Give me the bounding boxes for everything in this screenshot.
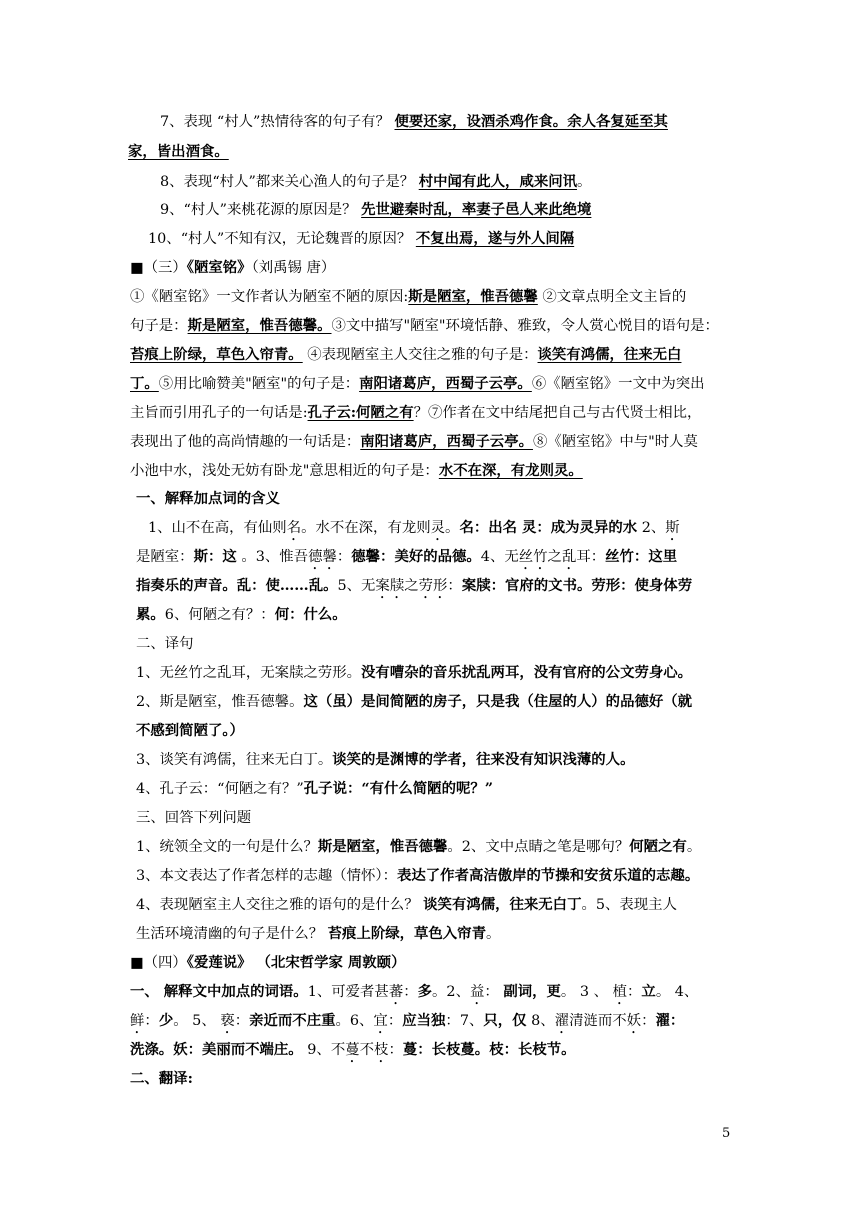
text-line [136,576,692,602]
text-segment: 10、“村人”不知有汉，无论魏晋的原因？ [148,231,416,247]
text-line [148,518,680,544]
text-segment: ⑤用比喻赞美"陋室"的句子是： [158,376,360,392]
bold-answer: 一、解释加点词的含义 [136,490,280,507]
bold-answer: 苔痕上阶绿，草色入帘青 [327,925,486,942]
text-segment: 主旨而引用孔子的一句话是: [130,405,308,421]
bold-answer: 谈笑有鸿儒，往来无白丁 [423,896,582,913]
text-segment: ： [403,984,418,1000]
text-line [130,1040,576,1066]
text-segment: ⑧《陋室铭》中与"时人莫 [532,434,698,450]
text-line [148,229,574,249]
bold-answer: 《爱莲说》 （北宋哲学家 周敦颐） [186,954,406,971]
bold-answer: 立 [641,983,656,1000]
text-segment: 。2、文中点睛之笔是哪句？ [447,839,630,855]
bold-answer: 《陋室铭》 [186,259,252,276]
text-segment: 小池中水，浅处无妨有卧龙"意思相近的句子是： [130,463,439,479]
text-line [136,605,347,625]
text-segment: 4、表现陋室主人交往之雅的语句的是什么？ [136,897,424,913]
text-segment: 。 4、 [655,984,699,1000]
text-line [130,287,686,307]
underlined-answer: 先世避秦时乱，率妻子邑人来此绝境 [361,201,592,218]
text-segment: 9、“村人”来桃花源的原因是？ [160,202,362,218]
underlined-answer: 便要还家，设酒杀鸡作食。余人各复延至其 [394,113,668,130]
underlined-answer: 不复出焉，遂与外人间隔 [415,230,575,247]
text-segment: 之 [404,578,419,594]
bold-answer: 何陋之有 [629,838,687,855]
dotted-keyword: 灵 [430,520,446,536]
text-segment: 8、 [526,1013,555,1029]
text-segment: 。5、表现主人 [581,897,677,913]
text-segment: ： [447,578,462,594]
text-segment: 4、无 [480,549,519,565]
text-segment: ■（四） [130,955,187,971]
text-segment: ■（三） [130,260,187,276]
text-segment: 1、无丝竹之乱耳，无案牍之劳形。 [136,665,362,681]
underlined-answer: 村中闻有此人，咸来问讯 [418,173,578,190]
bold-answer: 亲近而不庄重 [249,1012,336,1029]
text-segment: ：7、 [445,1013,484,1029]
underlined-answer: 孔子云:何陋之有 [307,404,414,421]
dotted-keyword: 斯 [665,520,680,536]
text-line [130,461,583,481]
text-line [136,663,692,683]
text-line [130,258,335,278]
dotted-keyword: 劳形 [418,578,448,594]
text-segment: 。水不在深，有龙则 [301,520,431,536]
text-line [130,345,681,365]
text-segment: 。 [485,926,501,942]
text-line [136,924,500,944]
text-segment: 表现出了他的高尚情趣的一句话是： [130,434,361,450]
text-line [130,432,698,452]
text-segment: 之 [547,549,562,565]
bold-answer: 案牍：官府的文书。劳形：使身体劳 [461,577,693,594]
text-segment: ： [387,1013,403,1029]
text-segment: ？⑦作者在文中结尾把自己与古代贤士相比， [413,405,702,421]
dotted-keyword: 妖 [626,1013,642,1029]
bold-answer: 洗涤。妖：美丽而不端庄。 [130,1041,303,1058]
dotted-keyword: 鲜 [130,1013,145,1029]
underlined-answer: 苔痕上阶绿，草色入帘青。 [130,346,303,363]
underlined-answer: 斯是陋室，惟吾德馨 [408,288,538,305]
text-segment: 二、译句 [136,636,194,652]
dotted-keyword: 宜 [373,1013,388,1029]
text-line [130,982,698,1008]
text-line [130,1011,684,1037]
page-number: 5 [722,1126,731,1141]
text-segment: 耳： [576,549,606,565]
text-line [136,547,677,573]
dotted-keyword: 乱 [561,549,577,565]
text-line [136,750,634,770]
text-line [136,721,244,741]
bold-answer: 这（虽）是间简陋的房子，只是我（住屋的人）的品德好（就 [303,693,693,710]
bold-answer: 名：出名 灵：成为灵异的水 [459,519,638,536]
underlined-answer: 家，皆出酒食。 [128,143,229,160]
text-segment: 清涟而不 [569,1013,627,1029]
text-line [130,403,701,423]
text-segment: 。2、 [432,984,470,1000]
dotted-keyword: 案牍 [375,578,405,594]
bold-answer: 没有嘈杂的音乐扰乱两耳，没有官府的公文劳身心。 [361,664,693,681]
text-segment: 1、可爱者甚 [307,984,389,1000]
bold-answer: 不感到简陋了。） [136,722,244,739]
text-segment: 。 [445,520,460,536]
text-segment: 1、统领全文的一句是什么？ [136,839,318,855]
dotted-keyword: 枝 [374,1042,389,1058]
dotted-keyword: 蔓 [345,1042,360,1058]
text-segment: 生活环境清幽的句子是什么？ [136,926,328,942]
text-segment: 。6、 [335,1013,374,1029]
bold-answer: 德馨：美好的品德。 [351,548,481,565]
dotted-keyword: 植 [612,984,627,1000]
text-segment: 8、表现“村人”都来关心渔人的句子是？ [160,174,419,190]
text-segment: 5、无 [337,578,376,594]
text-line [136,692,692,712]
bold-answer: 谈笑的是渊博的学者，往来没有知识浅薄的人。 [332,751,635,768]
text-line [136,866,699,886]
text-segment: ： [234,1013,250,1029]
text-segment: ①《陋室铭》一文作者认为陋室不陋的原因: [130,289,409,305]
underlined-answer: 南阳诸葛庐，西蜀子云亭。 [360,433,533,450]
text-segment: ②文章点明全文主旨的 [537,289,687,305]
text-segment: 6、何陋之有？： [164,607,275,623]
underlined-answer: 南阳诸葛庐，西蜀子云亭。 [359,375,532,392]
text-segment: 。 [686,839,702,855]
text-segment: 4、孔子云：“何陋之有？” [136,781,304,797]
text-segment: 9、不 [302,1042,346,1058]
text-segment: 句子是： [130,318,188,334]
dotted-keyword: 丝竹 [518,549,548,565]
text-segment: ： [336,549,352,565]
text-segment: ④表现陋室主人交往之雅的句子是： [302,347,538,363]
text-line [130,953,405,973]
text-segment: 。 3 、 [560,984,613,1000]
bold-answer: 丝竹：这里 [605,548,678,565]
bold-answer: 少 [158,1012,174,1029]
text-segment: 是陋室： [136,549,194,565]
text-line [160,172,591,192]
dotted-keyword: 濯 [554,1013,570,1029]
text-line [136,779,493,799]
bold-answer: 只，仅 [483,1012,527,1029]
text-segment: ： [388,1042,403,1058]
text-line [160,200,591,220]
dotted-keyword: 德馨 [308,549,337,565]
bold-answer: 斯是陋室，惟吾德馨 [317,838,448,855]
text-segment: 。3、惟吾 [236,549,309,565]
dotted-keyword: 亵 [220,1013,235,1029]
text-line [136,895,677,915]
underlined-answer: 斯是陋室，惟吾德馨。 [187,317,332,334]
bold-answer: 一、 解释文中加点的词语。 [130,983,308,1000]
text-segment: ： [641,1013,656,1029]
text-segment: ： [484,984,504,1000]
text-segment: ： [627,984,642,1000]
text-segment: 2、 [637,520,666,536]
text-line [128,142,229,162]
text-segment: 3、谈笑有鸿儒，往来无白丁。 [136,752,333,768]
underlined-answer: 水不在深，有龙则灵。 [438,462,583,479]
text-line [160,112,668,132]
text-segment: ： [144,1013,159,1029]
text-line [136,489,280,509]
text-segment: （刘禹锡 唐） [251,260,336,276]
text-segment: 1、山不在高，有仙则 [148,520,287,536]
underlined-answer: 丁。 [130,375,159,392]
bold-answer: 多 [417,983,433,1000]
text-segment: ③文中描写"陋室"环境恬静、雅致，令人赏心悦目的语句是： [331,318,719,334]
text-segment: 三、回答下列问题 [136,810,252,826]
bold-answer: 斯：这 [193,548,237,565]
bold-answer: 表达了作者高洁傲岸的节操和安贫乐道的志趣。 [397,867,700,884]
bold-answer: 何：什么。 [274,606,347,623]
text-segment: 。 5、 [173,1013,221,1029]
bold-answer: 指奏乐的声音。乱：使……乱。 [136,577,338,594]
text-segment: 3、本文表达了作者怎样的志趣（情怀）： [136,868,397,884]
text-segment: 不 [359,1042,375,1058]
text-line [136,634,194,654]
bold-answer: 蔓：长枝蔓。枝：长枝节。 [402,1041,576,1058]
text-line [136,837,701,857]
text-line [130,374,705,394]
underlined-answer: 谈笑有鸿儒，往来无白 [537,346,682,363]
text-line [130,1069,193,1089]
text-segment: ⑥《陋室铭》一文中为突出 [531,376,705,392]
dotted-keyword: 益 [469,984,485,1000]
bold-answer: 二、翻译: [130,1070,193,1087]
bold-answer: 孔子说：“有什么简陋的呢？” [303,780,494,797]
text-segment: 。 [577,174,592,190]
bold-answer: 副词，更 [503,983,561,1000]
text-line [136,808,251,828]
bold-answer: 濯： [655,1012,685,1029]
bold-answer: 应当独 [402,1012,446,1029]
dotted-keyword: 名 [286,520,302,536]
bold-answer: 累。 [136,606,165,623]
text-line [130,316,719,336]
text-segment: 2、斯是陋室，惟吾德馨。 [136,694,304,710]
dotted-keyword: 蕃 [388,984,404,1000]
text-segment: 7、表现 “村人”热情待客的句子有？ [160,114,395,130]
